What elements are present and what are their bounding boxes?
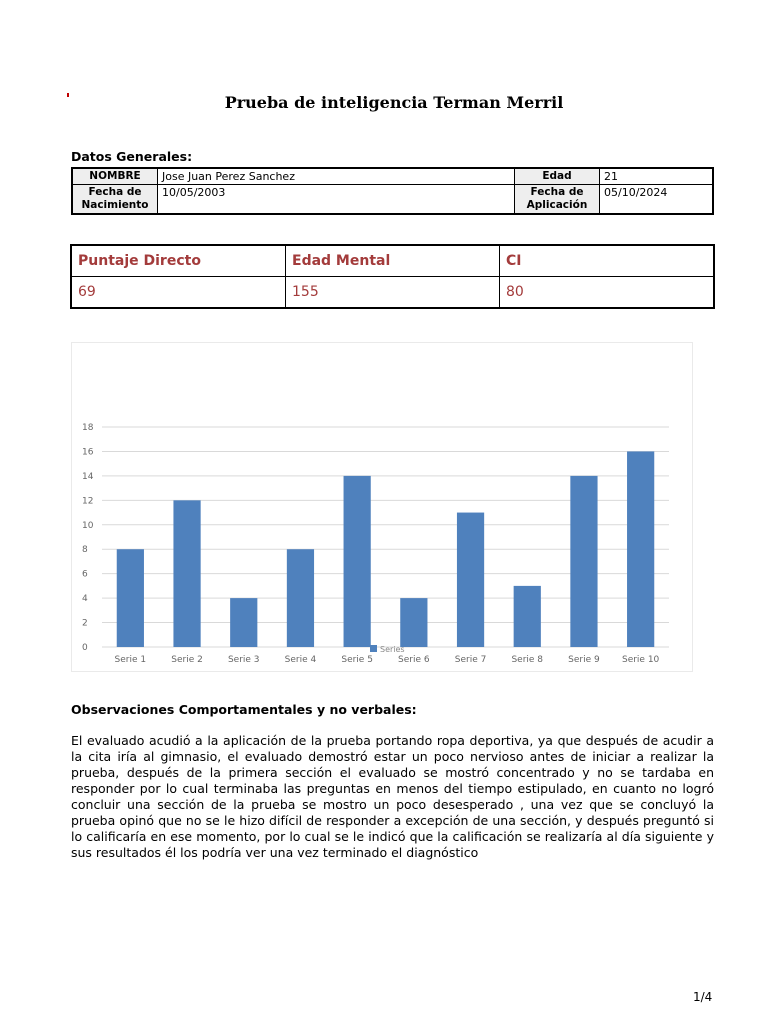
observations-text: El evaluado acudió a la aplicación de la prueba portando ropa deportiva, ya que después de acudir a la cita iría al gimnasio, el evaluado demostró estar un poco nervioso antes de iniciar a realizar la prueba, después de la primera sección el evaluado se mostró concentrado y no se tardaba en responder por lo cual terminaba las preguntas en menos del tiempo estipulado, en cuanto no logró concluir una sección de la prueba se mostro un poco desesperado , una vez que se concluyó la prueba opinó que no se le hizo difícil de responder a excepción de una sección, y después preguntó si lo calificaría en ese momento, por lo cual se le indicó que la calificación se realizaría al día siguiente y sus resultados él los podría ver una vez terminado el diagnóstico [71, 733, 714, 860]
x-tick-label: Serie 8 [511, 655, 544, 665]
x-tick-label: Serie 6 [398, 655, 430, 665]
aplicacion-label: Fecha de Aplicación [515, 185, 600, 215]
nacimiento-label: Fecha de Nacimiento [72, 185, 158, 215]
bar [117, 549, 144, 647]
scores-value-row [71, 277, 714, 309]
y-tick-label: 2 [82, 618, 88, 629]
bar-chart-svg [72, 343, 692, 671]
x-tick-label: Serie 3 [227, 655, 260, 665]
edad-mental-header: Edad Mental [286, 245, 500, 277]
bar [173, 500, 200, 647]
edad-value: 21 [600, 168, 714, 185]
observations-heading: Observaciones Comportamentales y no verbales: [71, 702, 417, 717]
bar [570, 476, 597, 647]
y-tick-label: 10 [82, 520, 94, 531]
nacimiento-value: 10/05/2003 [158, 185, 515, 215]
y-tick-label: 8 [82, 545, 88, 556]
general-data-table [71, 167, 714, 215]
puntaje-directo-value: 69 [71, 277, 286, 309]
x-tick-label: Serie 2 [171, 655, 203, 665]
legend-swatch [370, 645, 377, 652]
document-title: Prueba de inteligencia Terman Merril [224, 93, 564, 112]
bar [457, 513, 484, 647]
y-tick-label: 4 [82, 594, 88, 605]
x-tick-label: Serie 10 [621, 655, 660, 665]
y-tick-label: 0 [82, 643, 88, 653]
edad-mental-value: 155 [286, 277, 500, 309]
ci-header: CI [500, 245, 715, 277]
x-tick-label: Serie 5 [341, 655, 373, 665]
bar [230, 598, 257, 647]
page-number: 1/4 [693, 990, 713, 1004]
x-tick-label: Serie 1 [114, 655, 147, 665]
y-tick-label: 18 [82, 423, 94, 433]
y-tick-label: 12 [82, 496, 94, 507]
ci-value: 80 [500, 277, 715, 309]
x-tick-label: Serie 9 [568, 655, 600, 665]
general-data-heading: Datos Generales: [71, 149, 193, 164]
y-tick-label: 6 [82, 569, 88, 580]
puntaje-directo-header: Puntaje Directo [71, 245, 286, 277]
bar [344, 476, 371, 647]
scores-header-row [71, 245, 714, 277]
nombre-label: NOMBRE [72, 168, 158, 185]
info-row [72, 168, 713, 185]
y-tick-label: 16 [82, 447, 94, 458]
bar [627, 451, 654, 647]
x-tick-label: Serie 4 [284, 655, 317, 665]
x-tick-label: Serie 7 [454, 655, 487, 665]
info-row [72, 185, 713, 215]
bar-chart [71, 342, 693, 672]
aplicacion-value: 05/10/2024 [600, 185, 714, 215]
bar [287, 549, 314, 647]
bar [400, 598, 427, 647]
y-tick-label: 14 [82, 471, 94, 482]
nombre-value: Jose Juan Perez Sanchez [158, 168, 515, 185]
legend-label: Series [380, 645, 405, 654]
edad-label: Edad [515, 168, 600, 185]
bar [514, 586, 541, 647]
scores-table [70, 244, 715, 309]
